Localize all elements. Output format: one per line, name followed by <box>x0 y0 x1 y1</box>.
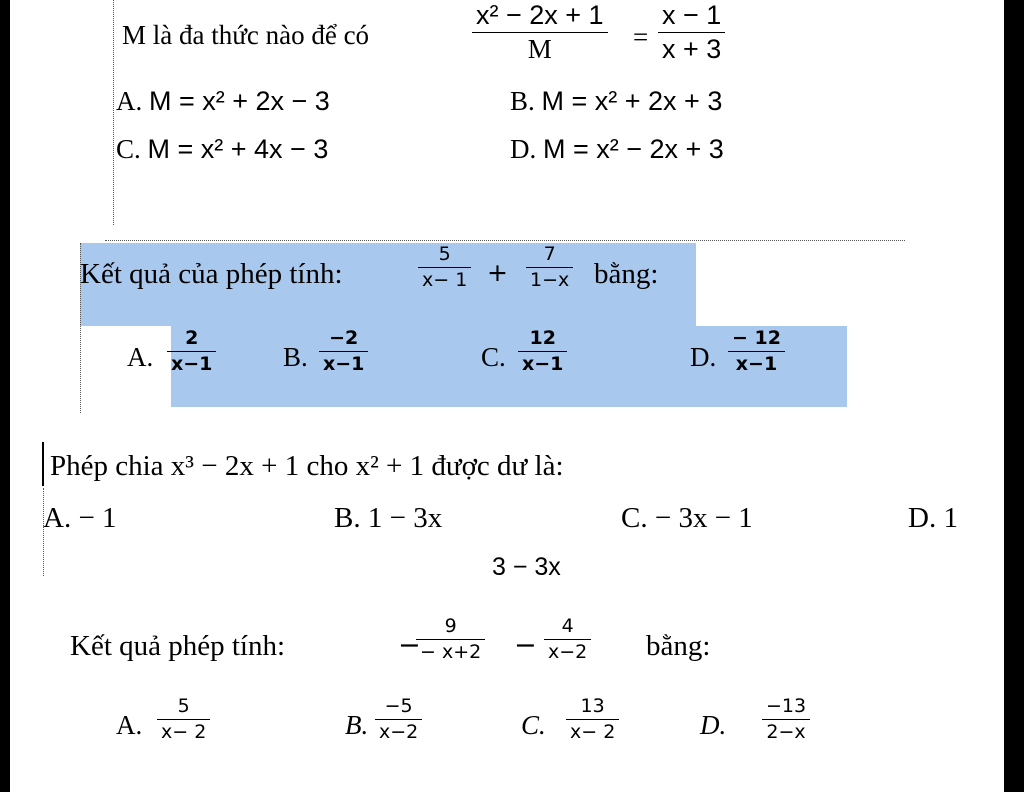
q2-option-a-denominator: x−1 <box>171 353 213 375</box>
q4-fraction-2-denominator: x−2 <box>548 641 588 663</box>
q1-lhs-fraction <box>472 2 608 63</box>
q4-suffix: bằng: <box>646 630 711 662</box>
q4-option-c <box>566 697 619 742</box>
q2-option-a-label: A. <box>127 342 154 372</box>
q2-option-b-denominator: x−1 <box>323 353 365 375</box>
q1-lhs-numerator: x² − 2x + 1 <box>476 0 604 30</box>
q2-operator: + <box>487 258 508 287</box>
q3-prompt: Phép chia x³ − 2x + 1 cho x² + 1 được dư là: <box>50 450 564 482</box>
q2-prompt: Kết quả của phép tính: <box>80 258 343 290</box>
q1-option-a-label: A. <box>116 86 143 116</box>
q4-option-b-denominator: x−2 <box>379 721 419 743</box>
q4-option-c-denominator: x− 2 <box>570 721 616 743</box>
q2-option-d-label: D. <box>690 342 717 372</box>
q1-option-b <box>510 86 722 117</box>
q4-option-b <box>375 697 422 742</box>
q1-rhs-denominator: x + 3 <box>662 34 722 64</box>
q4-option-d-numerator: −13 <box>766 695 807 717</box>
q1-option-d-text: M = x² − 2x + 3 <box>543 134 724 164</box>
q4-option-a-denominator: x− 2 <box>161 721 207 743</box>
margin-guide-line <box>113 0 114 225</box>
q2-fraction-1-numerator: 5 <box>438 243 451 265</box>
q4-option-c-numerator: 13 <box>580 695 605 717</box>
q2-option-d <box>728 329 785 374</box>
q1-option-c <box>116 134 328 165</box>
q1-option-c-text: M = x² + 4x − 3 <box>147 134 329 164</box>
q3-option-d: D. 1 <box>908 502 958 534</box>
q4-sign: − <box>398 630 421 661</box>
q2-fraction-2-numerator: 7 <box>543 243 556 265</box>
q1-option-a <box>116 86 330 117</box>
q2-option-b-numerator: −2 <box>329 327 359 349</box>
q2-option-d-numerator: − 12 <box>732 327 781 349</box>
q2-option-c-label: C. <box>481 342 506 372</box>
q4-option-a-label: A. <box>116 710 143 740</box>
q2-option-a <box>167 329 216 374</box>
q2-suffix: bằng: <box>594 258 659 290</box>
q2-option-b-label: B. <box>283 342 308 372</box>
q3-option-b: B. 1 − 3x <box>334 502 443 534</box>
q4-fraction-1 <box>416 617 485 662</box>
q2-fraction-2 <box>526 245 573 290</box>
q4-operator: − <box>514 630 537 661</box>
q4-option-d <box>762 697 810 742</box>
q4-option-c-label: C. <box>521 710 546 740</box>
q2-option-c <box>518 329 567 374</box>
q3-cropped-text: 3 − 3x <box>492 553 561 581</box>
q1-lhs-denominator: M <box>527 34 552 64</box>
q2-option-d-denominator: x−1 <box>735 353 778 375</box>
q2-option-c-denominator: x−1 <box>522 353 564 375</box>
q1-option-d-label: D. <box>510 134 537 164</box>
q1-rhs-numerator: x − 1 <box>662 0 722 30</box>
q1-equals: = <box>633 22 649 52</box>
q4-option-a <box>157 697 210 742</box>
q2-option-c-numerator: 12 <box>529 327 556 349</box>
q2-fraction-1-denominator: x− 1 <box>422 269 468 291</box>
q1-option-b-label: B. <box>510 86 535 116</box>
q1-prompt: M là đa thức nào để có <box>122 20 370 50</box>
q4-option-a-numerator: 5 <box>177 695 190 717</box>
q3-option-a: A. − 1 <box>43 502 117 534</box>
q1-option-d <box>510 134 724 165</box>
q4-fraction-2-numerator: 4 <box>561 615 574 637</box>
q4-option-d-label: D. <box>700 710 727 740</box>
document-page <box>10 0 1004 792</box>
q4-prompt: Kết quả phép tính: <box>70 630 286 662</box>
q2-option-b <box>319 329 368 374</box>
q1-rhs-fraction <box>658 2 725 63</box>
q3-option-c: C. − 3x − 1 <box>621 502 753 534</box>
q4-fraction-1-numerator: 9 <box>444 615 457 637</box>
q1-option-c-label: C. <box>116 134 141 164</box>
q4-option-b-label: B. <box>345 710 369 740</box>
q4-option-b-numerator: −5 <box>384 695 413 717</box>
q1-option-a-text: M = x² + 2x − 3 <box>149 86 330 116</box>
q2-fraction-2-denominator: 1−x <box>530 269 570 291</box>
q4-option-d-denominator: 2−x <box>766 721 806 743</box>
text-cursor <box>42 442 44 486</box>
q4-fraction-2 <box>544 617 591 662</box>
q2-fraction-1 <box>418 245 471 290</box>
q1-option-b-text: M = x² + 2x + 3 <box>541 86 723 116</box>
section-divider <box>105 240 905 241</box>
q4-fraction-1-denominator: − x+2 <box>420 641 482 663</box>
q2-option-a-numerator: 2 <box>185 327 199 349</box>
